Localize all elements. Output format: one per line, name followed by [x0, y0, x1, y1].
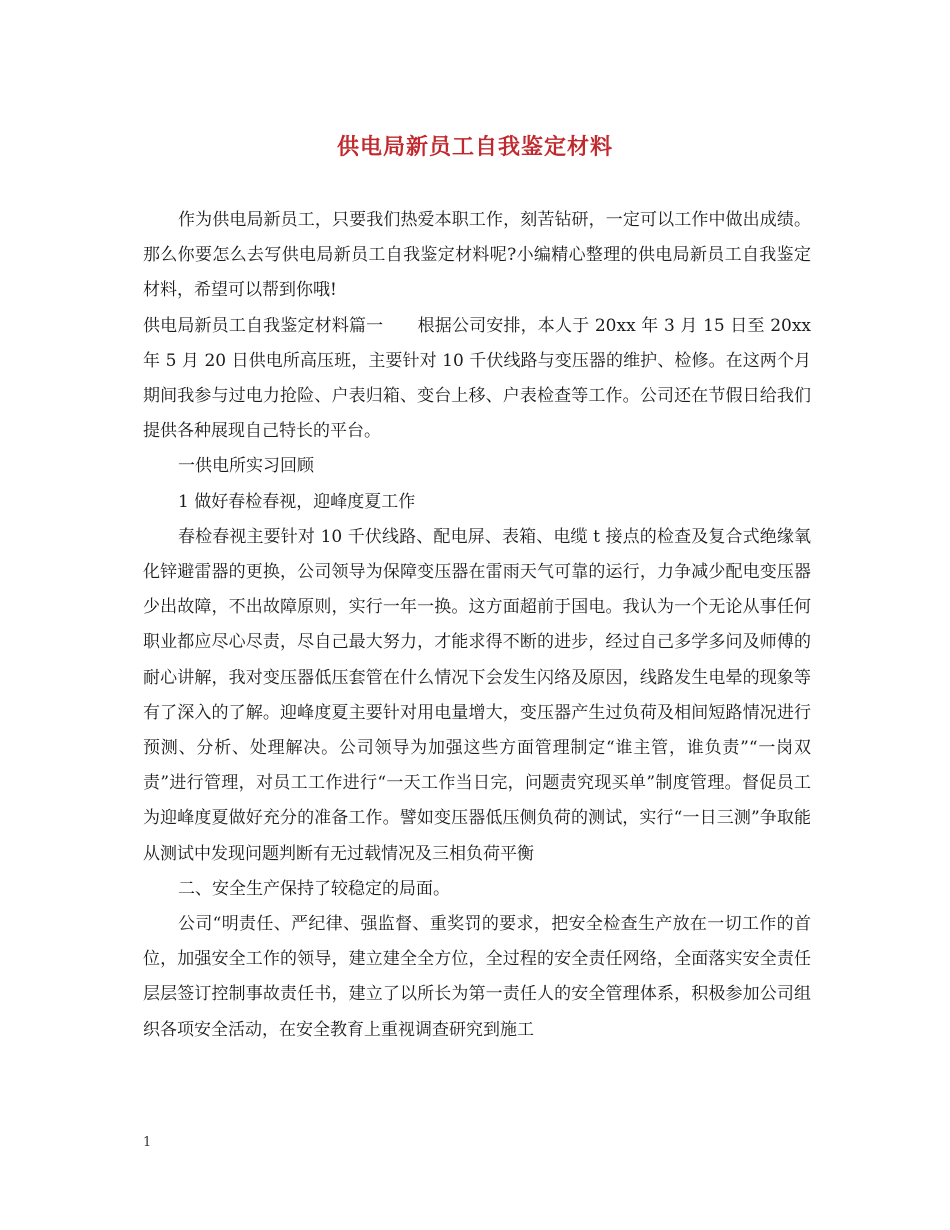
- heading-safety: 二、安全生产保持了较稳定的局面。: [178, 878, 450, 899]
- paragraph-safety: 公司“明责任、严纪律、强监督、重奖罚的要求，把安全检查生产放在一切工作的首位，加强安全工作的领导，建立建全全方位，全过程的安全责任网络，全面落实安全责任层层签订控制事故责任书，建立了以所长为第一责任人的安全管理体系，积极参加公司组织各项安全活动，在安全教育上重视调查研究到施工: [143, 914, 811, 1040]
- page-number: 1: [143, 1135, 152, 1150]
- paragraph-spring-check: 春检春视主要针对 10 千伏线路、配电屏、表箱、电缆 t 接点的检查及复合式绝缘氧化锌避雷器的更换，公司领导为保障变压器在雷雨天气可靠的运行，力争减少配电变压器少出故障，不出故障原则，实行一年一换。这方面超前于国电。我认为一个无论从事任何职业都应尽心尽责，尽自己最大努力，才能求得不断的进步，经过自己多学多问及师傅的耐心讲解，我对变压器低压套管在什么情况下会发生闪络及原因，线路发生电晕的现象等有了深入的了解。迎峰度夏主要针对用电量增大，变压器产生过负荷及相间短路情况进行预测、分析、处理解决。公司领导为加强这些方面管理制定“谁主管，谁负责”“一岗双责”进行管理，对员工工作进行“一天工作当日完，问题责究现买单”制度管理。督促员工为迎峰度夏做好充分的准备工作。譬如变压器低压侧负荷的测试，实行“一日三测”争取能从测试中发现问题判断有无过载情况及三相负荷平衡: [143, 526, 811, 864]
- heading-review: 一供电所实习回顾: [178, 456, 314, 477]
- heading-spring-check: 1 做好春检春视，迎峰度夏工作: [178, 491, 416, 512]
- document-body: [143, 203, 811, 1048]
- paragraph-section-one: 供电局新员工自我鉴定材料篇一 根据公司安排，本人于 20xx 年 3 月 15 日至 20xx 年 5 月 20 日供电所高压班，主要针对 10 千伏线路与变压器的维护、检修。在这两个月期间我参与过电力抢险、户表归箱、变台上移、户表检查等工作。公司还在节假日给我们提供各种展现自己特长的平台。: [143, 315, 811, 442]
- paragraph-intro: 作为供电局新员工，只要我们热爱本职工作，刻苦钻研，一定可以工作中做出成绩。那么你要怎么去写供电局新员工自我鉴定材料呢?小编精心整理的供电局新员工自我鉴定材料，希望可以帮到你哦!: [143, 210, 811, 301]
- document-title: 供电局新员工自我鉴定材料: [336, 134, 613, 160]
